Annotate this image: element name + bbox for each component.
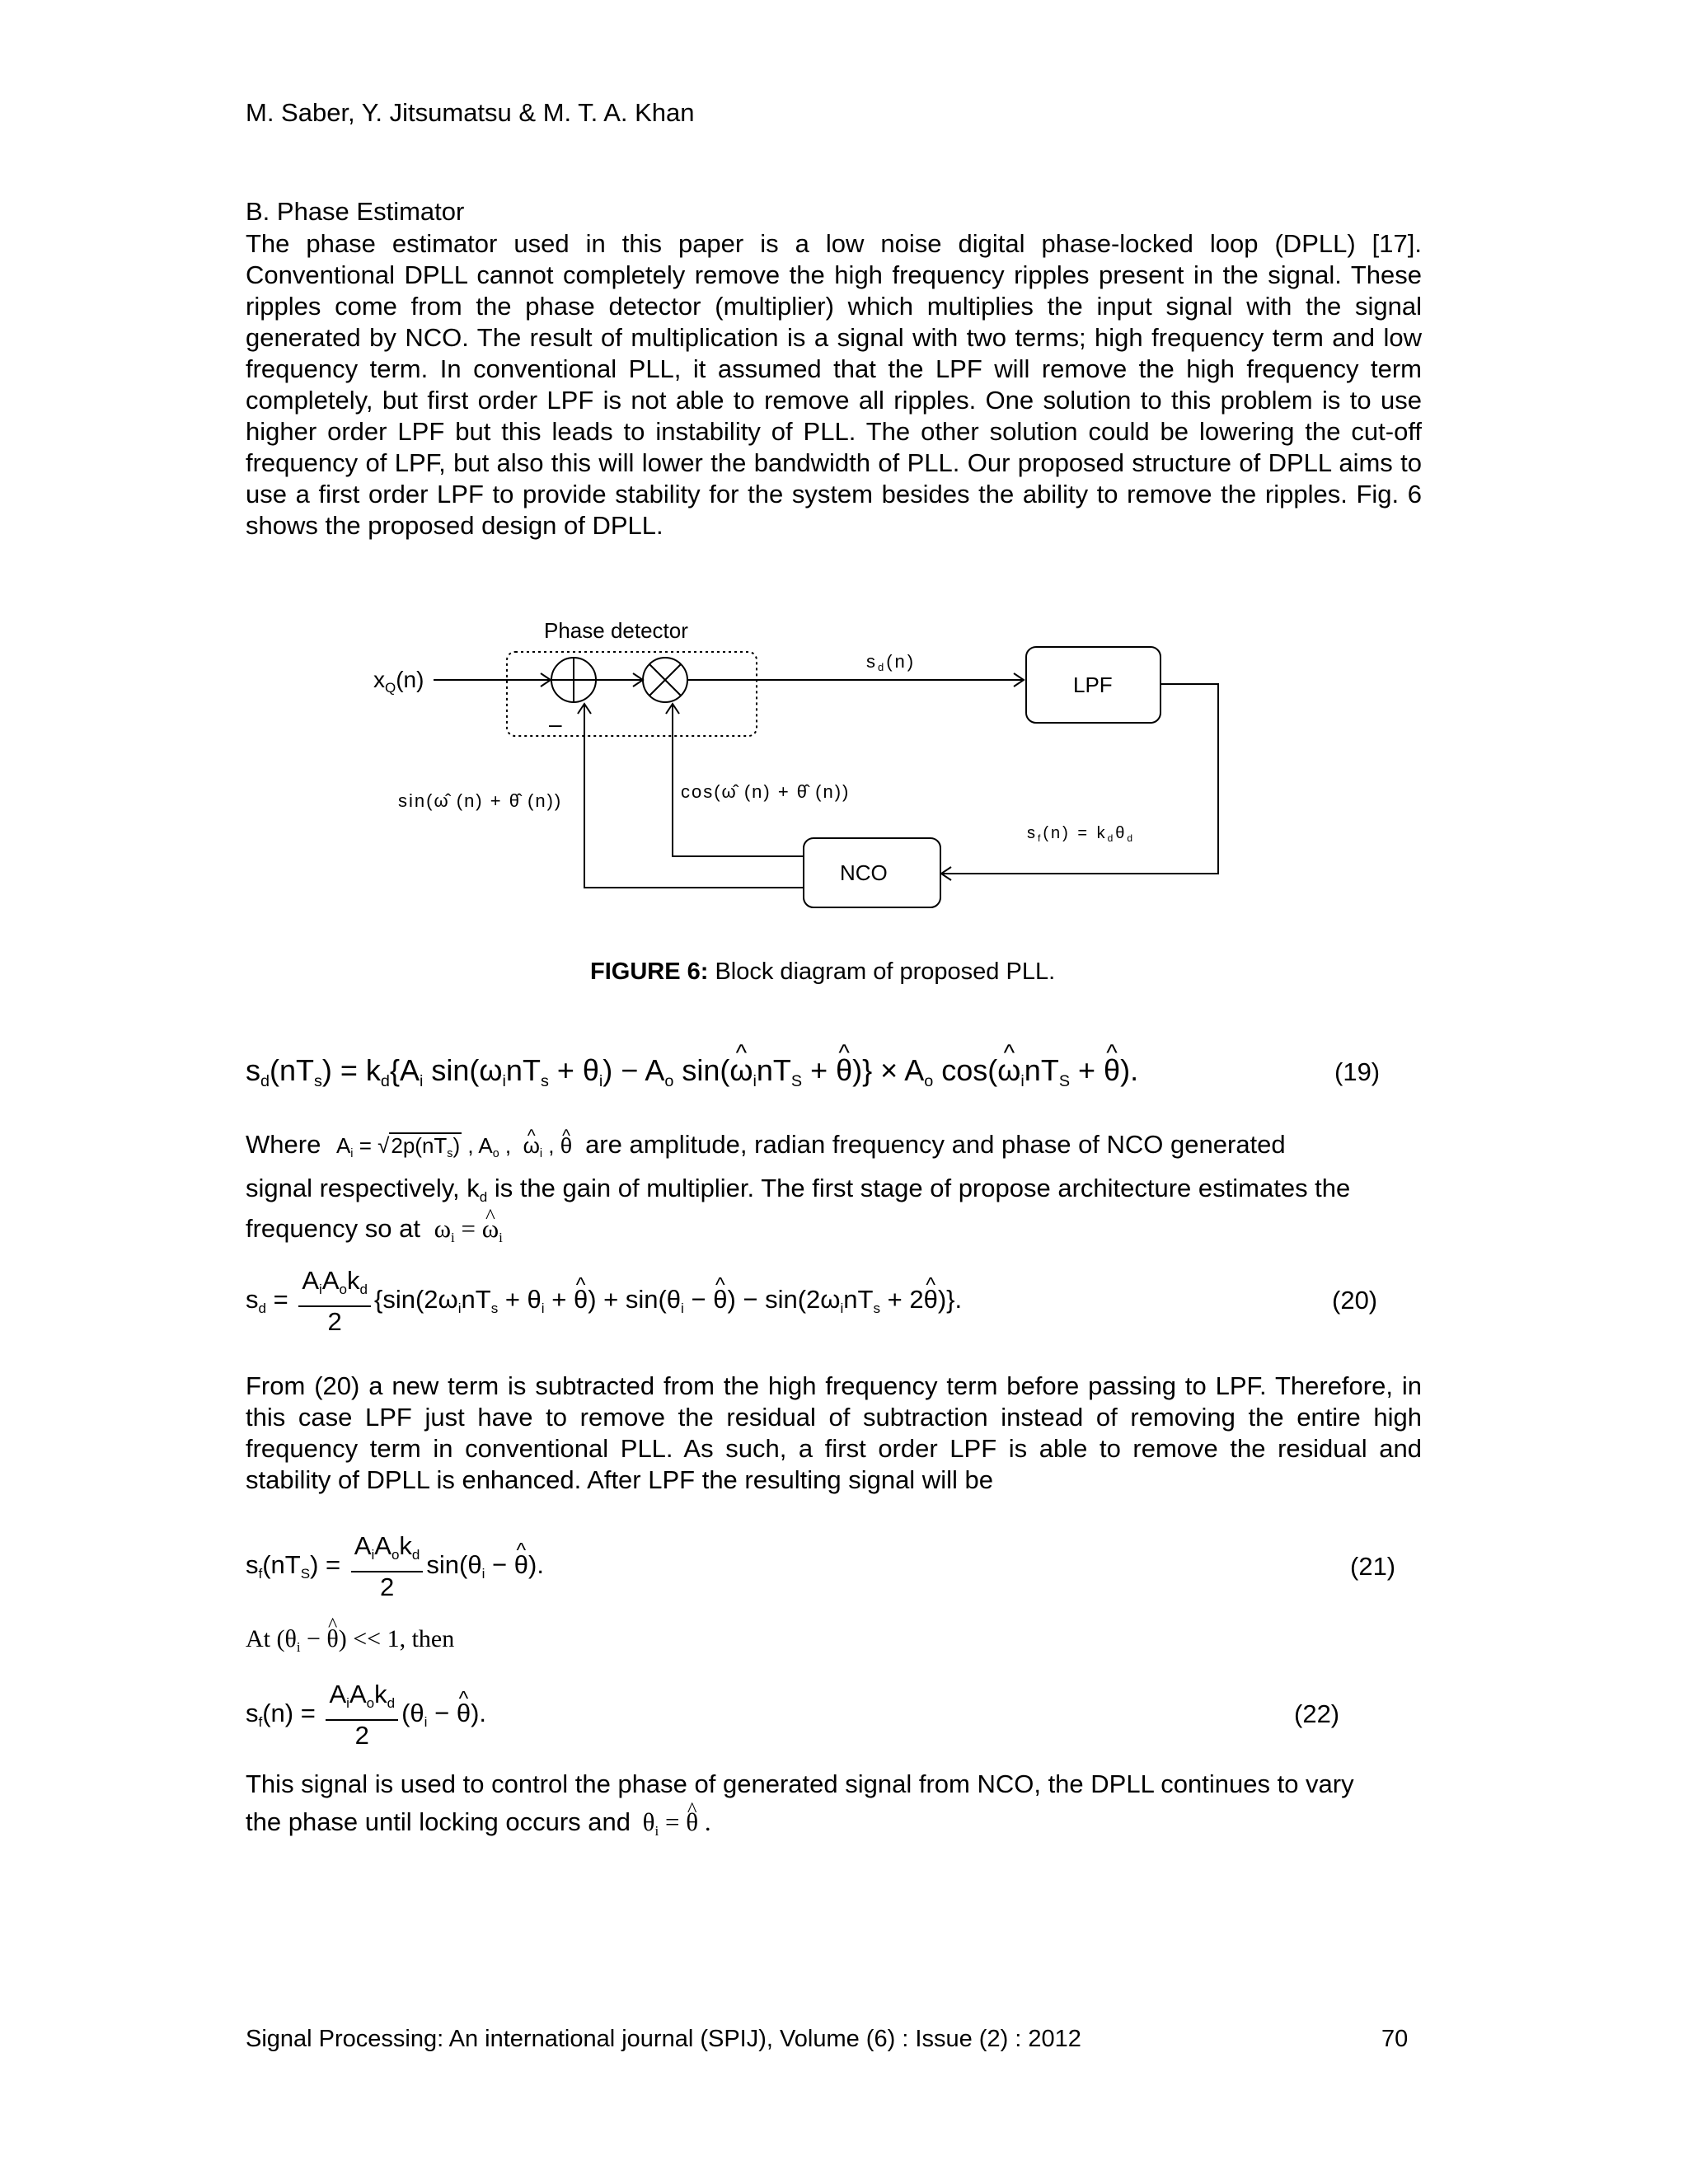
dpll-block-diagram — [354, 606, 1278, 919]
equation-21: $s_f(nT_S)$ = $\frac{A_iA_ok_d}{2}$ $\sin(\theta_i$ − ^ θ). — [246, 1533, 544, 1601]
running-header: M. Saber, Y. Jitsumatsu & M. T. A. Khan — [246, 98, 695, 127]
phase-detector-box — [507, 652, 757, 736]
sd-label: sd(n) — [866, 651, 917, 673]
lpf-label: LPF — [1073, 673, 1113, 697]
nco-label: NCO — [840, 860, 888, 885]
equation-22-number: (22) — [1294, 1699, 1340, 1728]
footer-journal: Signal Processing: An international journal (SPIJ), Volume (6) : Issue (2) : 2012 — [246, 2026, 1081, 2052]
where-line-2: signal respectively, $k_d$ is the gain of multiplier. The first stage of propose architecture estimates the — [246, 1174, 1351, 1205]
paragraph-intro: The phase estimator used in this paper is a low noise digital phase-locked loop (DPLL) [17]. Conventional DPLL cannot completely remove the high frequency ripples present in the signal. These ripples come from the phase detector (multiplier) which multiplies the input signal with the signal generated by NCO. The result of multiplication is a signal with two terms; high frequency term and low frequency term. In conventional PLL, it assumed that the LPF will remove the high frequency term completely, but first order LPF is not able to remove all ripples. One solution to this problem is to use higher order LPF but this leads to instability of PLL. The other solution could be lowering the cut-off frequency of LPF, but also this will lower the bandwidth of PLL. Our proposed structure of DPLL aims to use a first order LPF to provide stability for the system besides the ability to remove the ripples. Fig. 6 shows the proposed design of DPLL. — [246, 229, 1422, 540]
figure-caption-label: FIGURE 6: — [590, 958, 709, 985]
sf-label: $s_f(n) = k_d\theta_d$ — [1027, 824, 1136, 844]
figure-caption — [590, 956, 1055, 987]
section-title: B. Phase Estimator — [246, 197, 465, 226]
equation-21-number: (21) — [1350, 1552, 1396, 1581]
equation-19-number: (19) — [1334, 1057, 1381, 1086]
cos-feedback-label: cos(ω̂ (n) + θ̂ (n)) — [681, 781, 851, 802]
paragraph-locking-line-1: This signal is used to control the phase of generated signal from NCO, the DPLL continues to vary — [246, 1769, 1354, 1798]
equation-20: $s_d$ = $\frac{A_iA_ok_d}{2}$ {$\sin(2\omega_inT_s + \theta_i$ + ^ $\theta) + \sin(\theta_i$ − ^ $\theta) - \sin(2\omega_inT_s$ + 2^ θ)}. — [246, 1268, 962, 1335]
feedback-path — [941, 684, 1218, 874]
phase-detector-label: Phase detector — [544, 618, 688, 643]
equation-22: $s_f(n)$ = $\frac{A_iA_ok_d}{2}$ ($\theta_i$ − ^ θ). — [246, 1681, 486, 1749]
cos-feedback-line — [673, 704, 804, 856]
paragraph-locking-line-2: the phase until locking occurs and $\theta_i$ = ^ θ . — [246, 1807, 711, 1847]
where-line-3: frequency so at $\omega_i$ = ^ $\omega_i$ — [246, 1213, 503, 1254]
page-number: 70 — [1381, 2026, 1409, 2052]
input-signal-label: $x_Q(n)$ — [373, 667, 424, 696]
equation-19: $s_d(nT_s) = k_d\{A_i$ $\sin(\omega_inT_s + \theta_i) - A_o$ sin(^ $\omega_inT_S$ + ^ $\theta)\} \times A_o$ cos(^ $\omega_inT_S$ + ^ θ). — [246, 1053, 1138, 1091]
minus-sign: – — [549, 711, 562, 737]
at-condition-line: At ($\theta_i$ − ^ θ) << 1, then — [246, 1625, 454, 1656]
sin-feedback-label: sin(ω̂ (n) + θ̂ (n)) — [398, 790, 563, 811]
equation-20-number: (20) — [1332, 1286, 1378, 1315]
where-rest: are amplitude, radian frequency and phase of NCO generated — [585, 1130, 1286, 1159]
figure-caption-text: Block diagram of proposed PLL. — [708, 958, 1056, 985]
where-line-1: Where $A_i = √2p(nT_s)$ , $A_o$ , ^ $\omega_i$ , ^ θ are amplitude, radian frequency and phase of NCO generated — [246, 1129, 1286, 1169]
where-word: Where — [246, 1130, 321, 1159]
paragraph-subtraction: From (20) a new term is subtracted from the high frequency term before passing to LPF. Therefore, in this case LPF just have to remove the residual of subtraction instead of removing the entire high frequency term in conventional PLL. As such, a first order LPF is able to remove the residual and stability of DPLL is enhanced. After LPF the resulting signal will be — [246, 1371, 1422, 1494]
